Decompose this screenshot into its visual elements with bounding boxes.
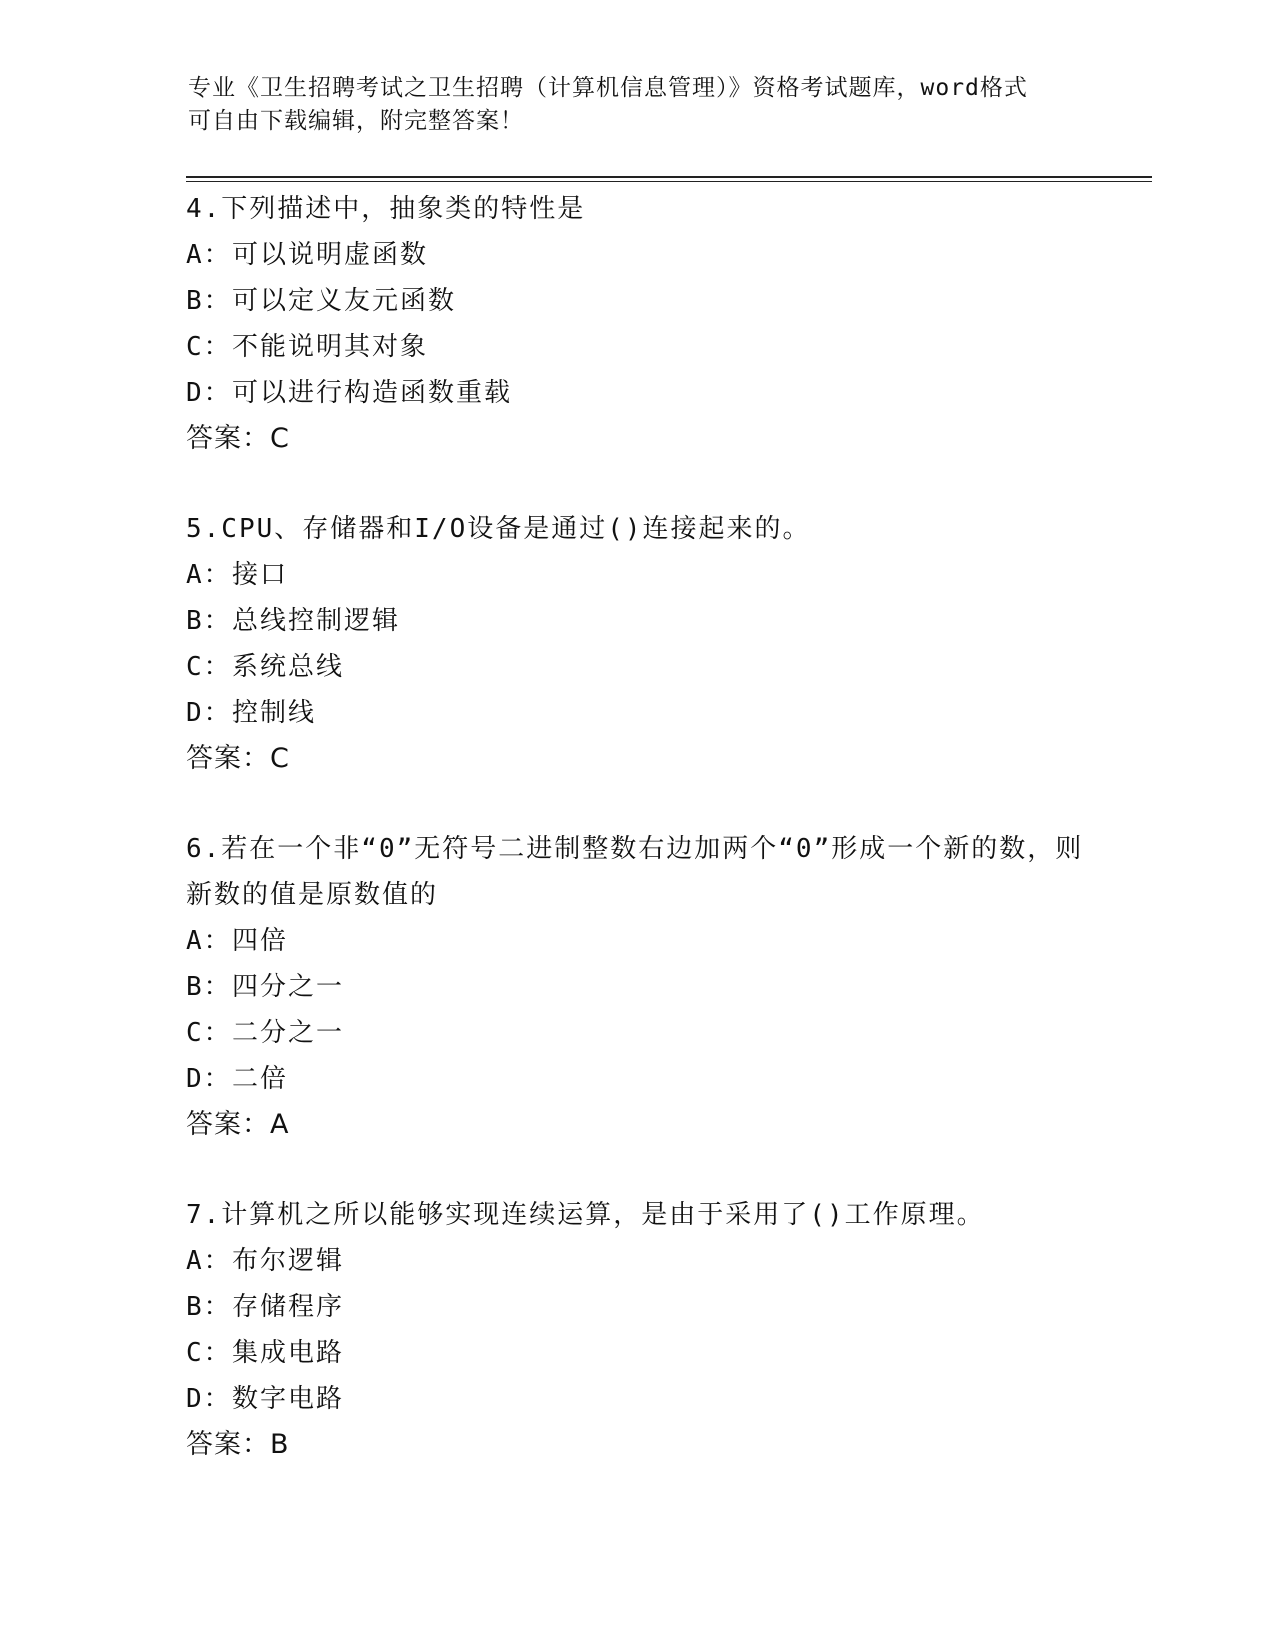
option-letter: A： <box>186 1246 232 1276</box>
question-6 <box>186 826 1086 1148</box>
option-c <box>186 324 1086 370</box>
option-letter: D： <box>186 378 232 408</box>
option-text: 布尔逻辑 <box>232 1246 345 1276</box>
option-c <box>186 1010 1086 1056</box>
option-text: 四分之一 <box>232 972 345 1002</box>
header-line-1: 专业《卫生招聘考试之卫生招聘（计算机信息管理）》资格考试题库，word格式 <box>188 75 1028 101</box>
option-text: 集成电路 <box>232 1338 345 1368</box>
question-text: 5.CPU、存储器和I/O设备是通过()连接起来的。 <box>186 514 811 544</box>
answer-line: 答案：C <box>186 423 290 454</box>
option-a <box>186 552 1086 598</box>
option-b <box>186 278 1086 324</box>
option-letter: A： <box>186 240 232 270</box>
option-text: 可以进行构造函数重载 <box>232 378 513 408</box>
option-b <box>186 964 1086 1010</box>
option-text: 总线控制逻辑 <box>232 606 401 636</box>
option-letter: A： <box>186 926 232 956</box>
header-rule-thin <box>186 181 1152 182</box>
option-d <box>186 370 1086 416</box>
option-a <box>186 232 1086 278</box>
option-c <box>186 644 1086 690</box>
option-letter: D： <box>186 1064 232 1094</box>
option-c <box>186 1330 1086 1376</box>
option-text: 不能说明其对象 <box>232 332 429 362</box>
question-text: 4.下列描述中，抽象类的特性是 <box>186 194 586 224</box>
option-letter: B： <box>186 1292 232 1322</box>
option-b <box>186 598 1086 644</box>
document-header <box>188 72 1088 138</box>
option-letter: C： <box>186 332 232 362</box>
question-7 <box>186 1192 1086 1468</box>
option-text: 数字电路 <box>232 1384 345 1414</box>
option-a <box>186 1238 1086 1284</box>
option-letter: B： <box>186 606 232 636</box>
option-d <box>186 690 1086 736</box>
option-b <box>186 1284 1086 1330</box>
option-d <box>186 1056 1086 1102</box>
option-text: 二分之一 <box>232 1018 345 1048</box>
option-d <box>186 1376 1086 1422</box>
header-rule-thick <box>186 176 1152 178</box>
option-a <box>186 918 1086 964</box>
option-text: 系统总线 <box>232 652 345 682</box>
question-text: 7.计算机之所以能够实现连续运算，是由于采用了()工作原理。 <box>186 1200 985 1230</box>
option-text: 二倍 <box>232 1064 289 1094</box>
option-letter: C： <box>186 652 232 682</box>
option-letter: D： <box>186 1384 232 1414</box>
option-letter: D： <box>186 698 232 728</box>
answer-line: 答案：C <box>186 743 290 774</box>
option-letter: C： <box>186 1338 232 1368</box>
option-letter: C： <box>186 1018 232 1048</box>
question-list <box>186 186 1086 1512</box>
option-text: 存储程序 <box>232 1292 345 1322</box>
header-line-2: 可自由下载编辑，附完整答案！ <box>188 108 524 134</box>
question-text: 6.若在一个非“0”无符号二进制整数右边加两个“0”形成一个新的数，则新数的值是原数值的 <box>186 834 1084 910</box>
option-text: 四倍 <box>232 926 289 956</box>
question-5 <box>186 506 1086 782</box>
option-text: 可以说明虚函数 <box>232 240 429 270</box>
option-letter: B： <box>186 972 232 1002</box>
option-text: 接口 <box>232 560 289 590</box>
answer-line: 答案：A <box>186 1109 290 1140</box>
answer-line: 答案：B <box>186 1429 290 1460</box>
question-4 <box>186 186 1086 462</box>
option-text: 控制线 <box>232 698 317 728</box>
option-letter: A： <box>186 560 232 590</box>
option-text: 可以定义友元函数 <box>232 286 457 316</box>
option-letter: B： <box>186 286 232 316</box>
